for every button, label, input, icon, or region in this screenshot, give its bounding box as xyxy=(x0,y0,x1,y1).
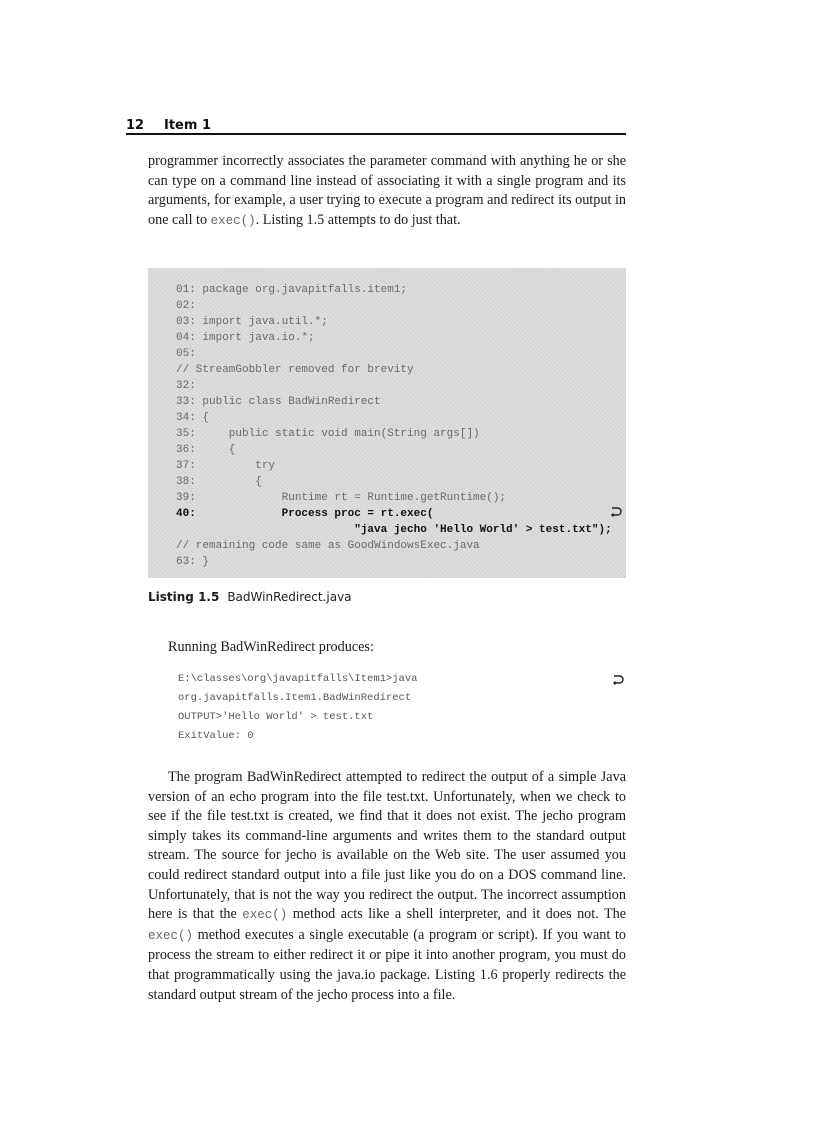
output-line: org.javapitfalls.Item1.BadWinRedirect xyxy=(178,692,412,704)
caption-label: Listing 1.5 xyxy=(148,590,220,604)
code-line: 39: Runtime rt = Runtime.getRuntime(); xyxy=(176,492,507,504)
code-line: 38: { xyxy=(176,476,262,488)
caption-filename: BadWinRedirect.java xyxy=(227,590,352,604)
output-line: OUTPUT>'Hello World' > test.txt xyxy=(178,711,374,723)
intro-text-end: . Listing 1.5 attempts to do just that. xyxy=(255,211,461,228)
body-text: The program BadWinRedirect attempted to redirect the output of a simple Java version of an echo program into the file test.txt. Unfortunately, when we check to see if the file test.txt is created, we find that it does not exist. The jecho program simply takes its command-line arguments and writes them to the standard output stream. The source for jecho is available on the Web site. The user assumed you could redirect standard output into a file just like you do on a DOS command line. Unfortunately, that is not the way you redirect the output. The incorrect assumption here is that the xyxy=(148,769,626,923)
inline-code-exec: exec() xyxy=(210,213,256,228)
body-paragraph xyxy=(148,768,626,1005)
code-line: 34: { xyxy=(176,412,210,424)
line-continuation-icon xyxy=(611,673,625,687)
page-number: 12 xyxy=(126,118,145,133)
code-comment: // StreamGobbler removed for brevity xyxy=(176,364,414,376)
inline-code-exec: exec() xyxy=(148,928,194,943)
body-text: method executes a single executable (a program or script). If you want to process the stream to either redirect it or pipe it into another program, you must do that programmatically using the java.io package. Listing 1.6 properly redirects the standard output stream of the jecho process into a file. xyxy=(148,926,626,1003)
output-line: E:\classes\org\javapitfalls\Item1>java xyxy=(178,673,418,685)
intro-text: programmer incorrectly associates the parameter command with anything he or she can type on a command line instead of associating it with a single program and its arguments, for example, a user trying to execute a program and redirect its output in one call to xyxy=(148,153,626,228)
inline-code-exec: exec() xyxy=(242,908,288,923)
code-listing xyxy=(148,268,626,578)
code-line: 04: import java.io.*; xyxy=(176,332,315,344)
code-line: 32: xyxy=(176,380,196,392)
code-comment: // remaining code same as GoodWindowsExec.java xyxy=(176,540,480,552)
code-line: 33: public class BadWinRedirect xyxy=(176,396,381,408)
intro-paragraph xyxy=(148,152,626,231)
code-line: 02: xyxy=(176,300,196,312)
code-line: 05: xyxy=(176,348,196,360)
code-line: 03: import java.util.*; xyxy=(176,316,328,328)
section-title: Item 1 xyxy=(164,118,211,133)
running-intro: Running BadWinRedirect produces: xyxy=(168,639,374,655)
code-line: 01: package org.javapitfalls.item1; xyxy=(176,284,408,296)
code-lines xyxy=(176,282,612,570)
code-line: 37: try xyxy=(176,460,276,472)
line-continuation-icon xyxy=(609,505,623,519)
output-line: ExitValue: 0 xyxy=(178,730,254,742)
header-rule xyxy=(126,133,626,135)
running-header xyxy=(126,116,626,134)
code-line-highlighted: "java jecho 'Hello World' > test.txt"); xyxy=(176,524,612,536)
code-line: 35: public static void main(String args[]) xyxy=(176,428,480,440)
code-line-highlighted: 40: Process proc = rt.exec( xyxy=(176,508,434,520)
code-line: 36: { xyxy=(176,444,236,456)
code-line: 63: } xyxy=(176,556,210,568)
listing-caption xyxy=(148,589,352,605)
console-output xyxy=(178,670,417,746)
body-text: method acts like a shell interpreter, and it does not. The xyxy=(287,906,626,923)
